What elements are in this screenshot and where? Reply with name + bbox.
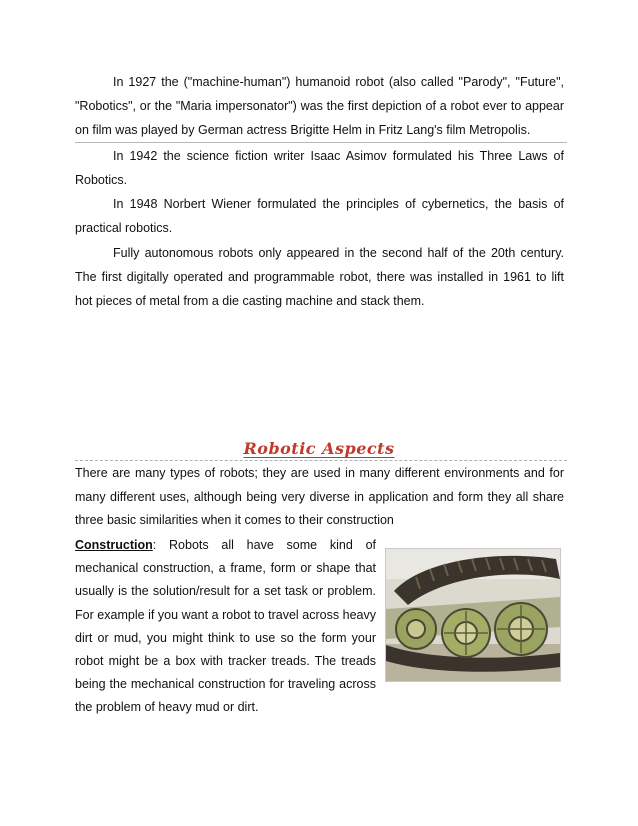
- paragraph-1927: In 1927 the ("machine-human") humanoid robot (also called "Parody", "Future", "Robotics", or the "Maria impersonator") was the first depiction of a robot ever to appear on film was played by German actress Brigitte Helm in Fritz Lang's film Metropolis.: [75, 75, 564, 137]
- separator-rule: [75, 142, 567, 143]
- heading-rule: [75, 460, 567, 461]
- tank-treads-illustration: [386, 549, 560, 681]
- aspects-intro: There are many types of robots; they are used in many different environments and for many different uses, although being very diverse in application and form they all share three basic similarities when it comes to their construction: [75, 466, 564, 527]
- section-heading: Robotic Aspects: [243, 439, 395, 458]
- construction-text: : Robots all have some kind of mechanical construction, a frame, form or shape that usually is the solution/result for a set task or problem. For example if you want a robot to travel across heavy dirt or mud, you might think to use so the form your robot might be a box with tracker treads. The treads being the mechanical construction for traveling across the problem of heavy mud or dirt.: [75, 538, 376, 715]
- paragraph-autonomous: Fully autonomous robots only appeared in the second half of the 20th century. The first digitally operated and programmable robot, there was installed in 1961 to lift hot pieces of metal from a die casting machine and stack them.: [75, 246, 564, 308]
- paragraph-1948: In 1948 Norbert Wiener formulated the principles of cybernetics, the basis of practical robotics.: [75, 197, 564, 235]
- paragraph-1942: In 1942 the science fiction writer Isaac Asimov formulated his Three Laws of Robotics.: [75, 149, 564, 187]
- construction-paragraph: [75, 534, 376, 720]
- construction-label: Construction: [75, 538, 153, 552]
- tank-treads-photo: [386, 549, 560, 681]
